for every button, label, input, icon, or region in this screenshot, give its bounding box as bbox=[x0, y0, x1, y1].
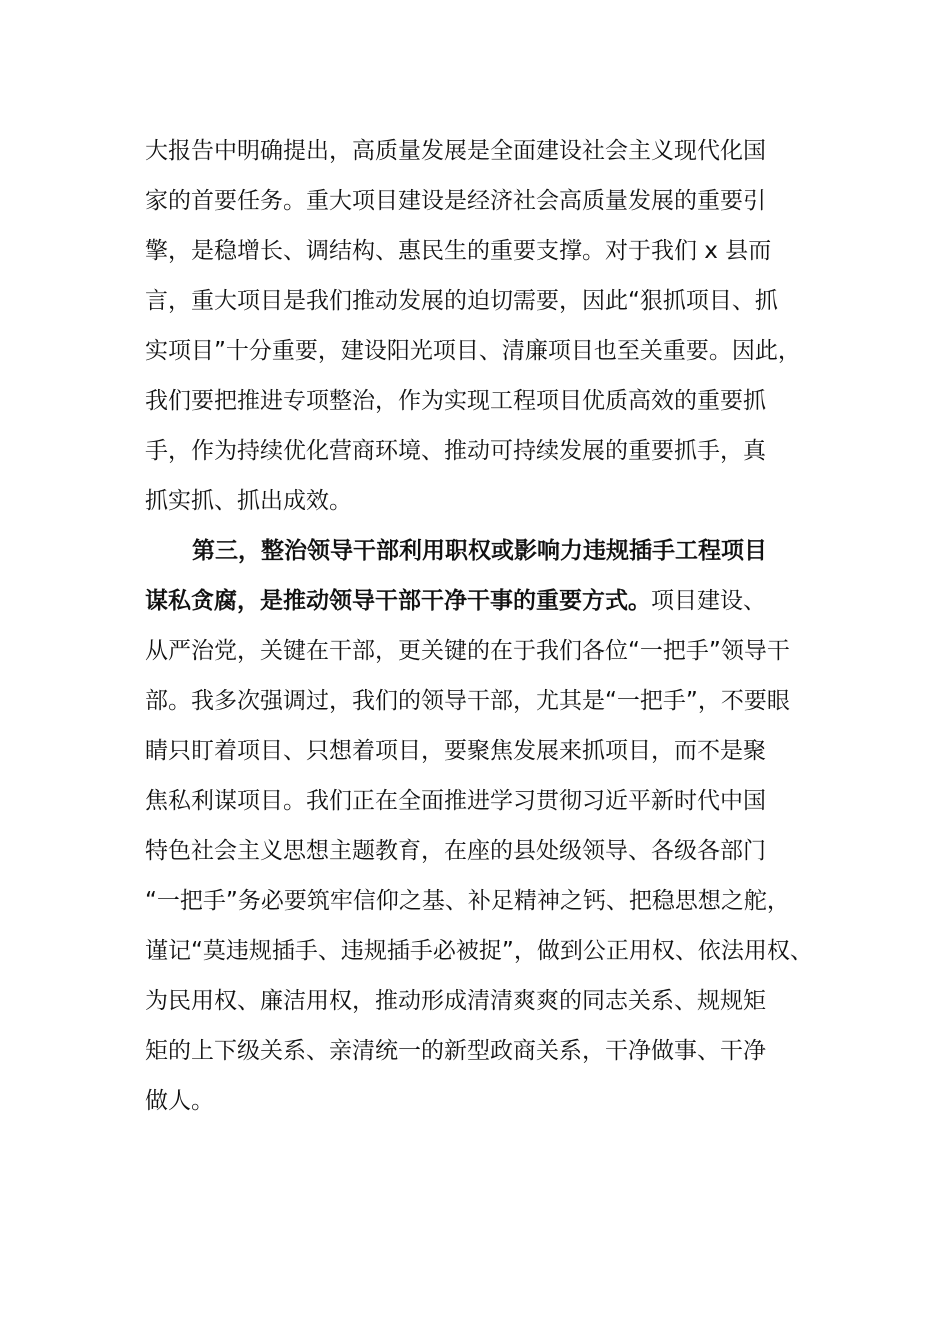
paragraph-line: 擎，是稳增长、调结构、惠民生的重要支撑。对于我们 x 县而 bbox=[145, 238, 772, 264]
paragraph-line: 从严治党，关键在干部，更关键的在于我们各位“一把手”领导干 bbox=[145, 638, 790, 664]
paragraph-line: 家的首要任务。重大项目建设是经济社会高质量发展的重要引 bbox=[145, 188, 766, 214]
paragraph-line: 焦私利谋项目。我们正在全面推进学习贯彻习近平新时代中国 bbox=[145, 788, 766, 814]
paragraph-line: 为民用权、廉洁用权，推动形成清清爽爽的同志关系、规规矩 bbox=[145, 988, 766, 1014]
paragraph-line: 言，重大项目是我们推动发展的迫切需要，因此“狠抓项目、抓 bbox=[145, 288, 778, 314]
paragraph-line: 抓实抓、抓出成效。 bbox=[145, 488, 352, 514]
paragraph-line: 我们要把推进专项整治，作为实现工程项目优质高效的重要抓 bbox=[145, 388, 766, 414]
paragraph-line: 实项目”十分重要，建设阳光项目、清廉项目也至关重要。因此， bbox=[145, 338, 801, 364]
paragraph-line bbox=[145, 581, 825, 621]
paragraph-line: 做人。 bbox=[145, 1088, 214, 1114]
paragraph-line: 部。我多次强调过，我们的领导干部，尤其是“一把手”，不要眼 bbox=[145, 688, 790, 714]
paragraph-line: 睛只盯着项目、只想着项目，要聚焦发展来抓项目，而不是聚 bbox=[145, 738, 766, 764]
paragraph-line: 谨记“莫违规插手、违规插手必被捉”，做到公正用权、依法用权、 bbox=[145, 938, 813, 964]
paragraph-text: 项目建设、 bbox=[651, 588, 766, 614]
section-heading: 第三，整治领导干部利用职权或影响力违规插手工程项目 bbox=[192, 538, 767, 564]
paragraph-line: 大报告中明确提出，高质量发展是全面建设社会主义现代化国 bbox=[145, 138, 766, 164]
paragraph-line: 特色社会主义思想主题教育，在座的县处级领导、各级各部门 bbox=[145, 838, 766, 864]
paragraph-line: 手，作为持续优化营商环境、推动可持续发展的重要抓手，真 bbox=[145, 438, 766, 464]
section-heading-continued: 谋私贪腐，是推动领导干部干净干事的重要方式。 bbox=[145, 588, 651, 614]
paragraph-line: “一把手”务必要筑牢信仰之基、补足精神之钙、把稳思想之舵， bbox=[145, 888, 790, 914]
paragraph-line: 矩的上下级关系、亲清统一的新型政商关系，干净做事、干净 bbox=[145, 1038, 766, 1064]
